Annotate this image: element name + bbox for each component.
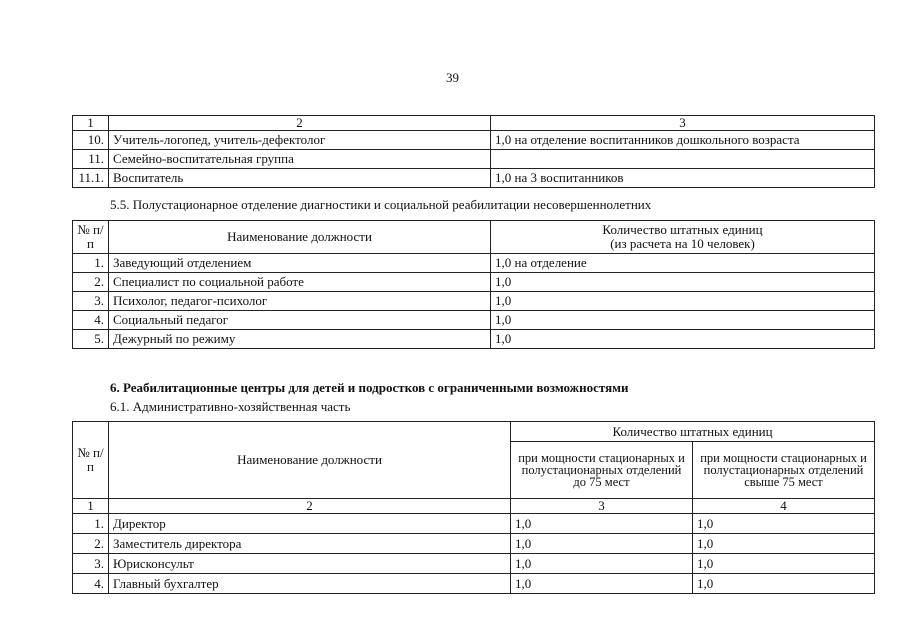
position-name: Заведующий отделением: [109, 254, 491, 273]
column-number: 1: [73, 499, 109, 514]
header-count: [491, 221, 875, 254]
staff-count: 1,0 на отделение воспитанников дошкольного возраста: [491, 131, 875, 150]
staff-count-up-to-75: 1,0: [511, 534, 693, 554]
position-name: Специалист по социальной работе: [109, 273, 491, 292]
staff-count: 1,0: [491, 273, 875, 292]
staff-count-up-to-75: 1,0: [511, 514, 693, 534]
header-number: № п/п: [73, 221, 109, 254]
section-subheading-6-1: 6.1. Административно-хозяйственная часть: [110, 399, 351, 414]
row-number: 5.: [73, 330, 109, 349]
column-number: 1: [73, 116, 109, 131]
position-name: Воспитатель: [109, 169, 491, 188]
row-number: 3.: [73, 292, 109, 311]
row-number: 11.: [73, 150, 109, 169]
row-number: 2.: [73, 273, 109, 292]
header-number: № п/п: [73, 422, 109, 499]
row-number: 4.: [73, 574, 109, 594]
row-number: 1.: [73, 254, 109, 273]
table-row: [73, 273, 875, 292]
row-number: 10.: [73, 131, 109, 150]
staff-count-over-75: 1,0: [693, 554, 875, 574]
row-number: 3.: [73, 554, 109, 574]
staff-count-over-75: 1,0: [693, 574, 875, 594]
position-name: Учитель-логопед, учитель-дефектолог: [109, 131, 491, 150]
staff-count: 1,0: [491, 292, 875, 311]
page-number: 39: [446, 70, 459, 85]
table-header-row: [73, 221, 875, 254]
header-position: Наименование должности: [109, 221, 491, 254]
table-row: [73, 254, 875, 273]
row-number: 1.: [73, 514, 109, 534]
staff-count: 1,0 на 3 воспитанников: [491, 169, 875, 188]
table-row: [73, 514, 875, 534]
table-row: [73, 131, 875, 150]
header-position: Наименование должности: [109, 422, 511, 499]
column-number: 3: [491, 116, 875, 131]
staff-count: 1,0 на отделение: [491, 254, 875, 273]
table-6-1: [72, 421, 875, 594]
staff-count-up-to-75: 1,0: [511, 554, 693, 574]
table-row: [73, 311, 875, 330]
position-name: Семейно-воспитательная группа: [109, 150, 491, 169]
section-heading-6: 6. Реабилитационные центры для детей и подростков с ограниченными возможностями: [110, 380, 629, 395]
staff-count-over-75: 1,0: [693, 534, 875, 554]
table-row: [73, 150, 875, 169]
table-header-row: [73, 422, 875, 442]
section-heading-5-5: 5.5. Полустационарное отделение диагностики и социальной реабилитации несовершеннолетних: [110, 197, 652, 212]
table-header-row: [73, 499, 875, 514]
staff-count: 1,0: [491, 330, 875, 349]
header-count: Количество штатных единиц: [511, 422, 875, 442]
position-name: Юрисконсульт: [109, 554, 511, 574]
row-number: 2.: [73, 534, 109, 554]
table-5-5: [72, 220, 875, 349]
header-count-line2: (из расчета на 10 человек): [610, 236, 755, 251]
header-capacity-over-75: при мощности стационарных и полустационарных отделений свыше 75 мест: [693, 442, 875, 499]
position-name: Дежурный по режиму: [109, 330, 491, 349]
table-row: [73, 574, 875, 594]
staff-count: 1,0: [491, 311, 875, 330]
column-number: 4: [693, 499, 875, 514]
staff-count: [491, 150, 875, 169]
table-row: [73, 534, 875, 554]
header-count-line1: Количество штатных единиц: [602, 222, 763, 237]
position-name: Главный бухгалтер: [109, 574, 511, 594]
staff-count-over-75: 1,0: [693, 514, 875, 534]
table-row: [73, 169, 875, 188]
staff-count-up-to-75: 1,0: [511, 574, 693, 594]
header-capacity-up-to-75: при мощности стационарных и полустационарных отделений до 75 мест: [511, 442, 693, 499]
continuation-table: [72, 115, 875, 188]
position-name: Заместитель директора: [109, 534, 511, 554]
position-name: Социальный педагог: [109, 311, 491, 330]
table-row: [73, 554, 875, 574]
row-number: 11.1.: [73, 169, 109, 188]
column-number: 2: [109, 116, 491, 131]
table-header-row: [73, 116, 875, 131]
table-row: [73, 330, 875, 349]
position-name: Психолог, педагог-психолог: [109, 292, 491, 311]
row-number: 4.: [73, 311, 109, 330]
column-number: 3: [511, 499, 693, 514]
table-row: [73, 292, 875, 311]
position-name: Директор: [109, 514, 511, 534]
column-number: 2: [109, 499, 511, 514]
